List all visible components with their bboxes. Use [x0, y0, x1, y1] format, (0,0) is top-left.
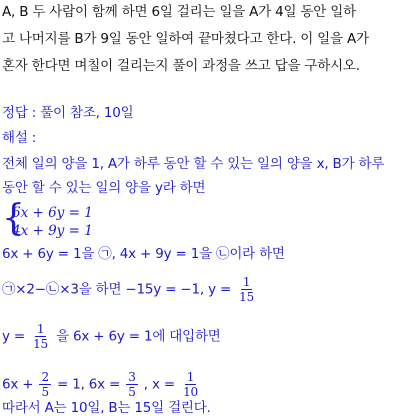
intro-line-1: 전체 일의 양을 1, A가 하루 동안 할 수 있는 일의 양을 x, B가 하루	[2, 156, 385, 172]
conclusion-line: 따라서 A는 10일, B는 15일 걸린다.	[2, 400, 211, 416]
substitution-suffix: 을 6x + 6y = 1에 대입하면	[56, 328, 221, 345]
problem-line-3: 혼자 한다면 며칠이 걸리는지 풀이 과정을 쓰고 답을 구하시오.	[2, 58, 360, 74]
system-eq-2: 4x + 9y = 1	[12, 223, 93, 239]
elimination-line	[2, 275, 258, 304]
problem-line-1: A, B 두 사람이 함께 하면 6일 걸리는 일을 A가 4일 동안 일하	[2, 4, 356, 20]
fraction-numerator: 1	[36, 322, 45, 336]
fraction-two-fifths	[39, 370, 50, 399]
fraction-denominator: 10	[183, 385, 198, 399]
intro-line-2: 동안 할 수 있는 일의 양을 y라 하면	[2, 180, 206, 196]
step-a: 6x +	[2, 376, 34, 393]
fraction-denominator: 5	[128, 385, 136, 399]
fraction-three-fifths	[126, 370, 137, 399]
substitution-line	[2, 322, 221, 351]
fraction-one-tenth	[181, 370, 200, 399]
fraction-numerator: 2	[41, 370, 49, 384]
problem-line-2: 고 나머지를 B가 9일 동안 일하여 끝마쳤다고 한다. 이 일을 A가	[2, 31, 369, 47]
fraction-denominator: 15	[239, 290, 255, 304]
explanation-label: 해설 :	[2, 130, 37, 146]
fraction-numerator: 1	[186, 370, 195, 384]
fraction-denominator: 15	[33, 337, 48, 351]
fraction-one-fifteen-2	[31, 322, 50, 351]
elimination-text: ㉠×2−㉡×3을 하면 −15y = −1, y =	[2, 281, 232, 298]
system-brace: {	[2, 198, 25, 239]
substitution-prefix: y =	[2, 328, 25, 345]
step-c: , x =	[143, 376, 175, 393]
solve-x-line	[2, 370, 202, 399]
label-equations-line: 6x + 6y = 1을 ㉠, 4x + 9y = 1을 ㉡이라 하면	[2, 246, 285, 262]
fraction-numerator: 3	[128, 370, 136, 384]
answer-line: 정답 : 풀이 참조, 10일	[2, 105, 134, 121]
fraction-denominator: 5	[41, 385, 49, 399]
fraction-one-fifteen	[237, 275, 256, 304]
step-b: = 1, 6x =	[57, 376, 121, 393]
system-eq-1: 6x + 6y = 1	[12, 205, 93, 221]
fraction-numerator: 1	[242, 275, 251, 289]
